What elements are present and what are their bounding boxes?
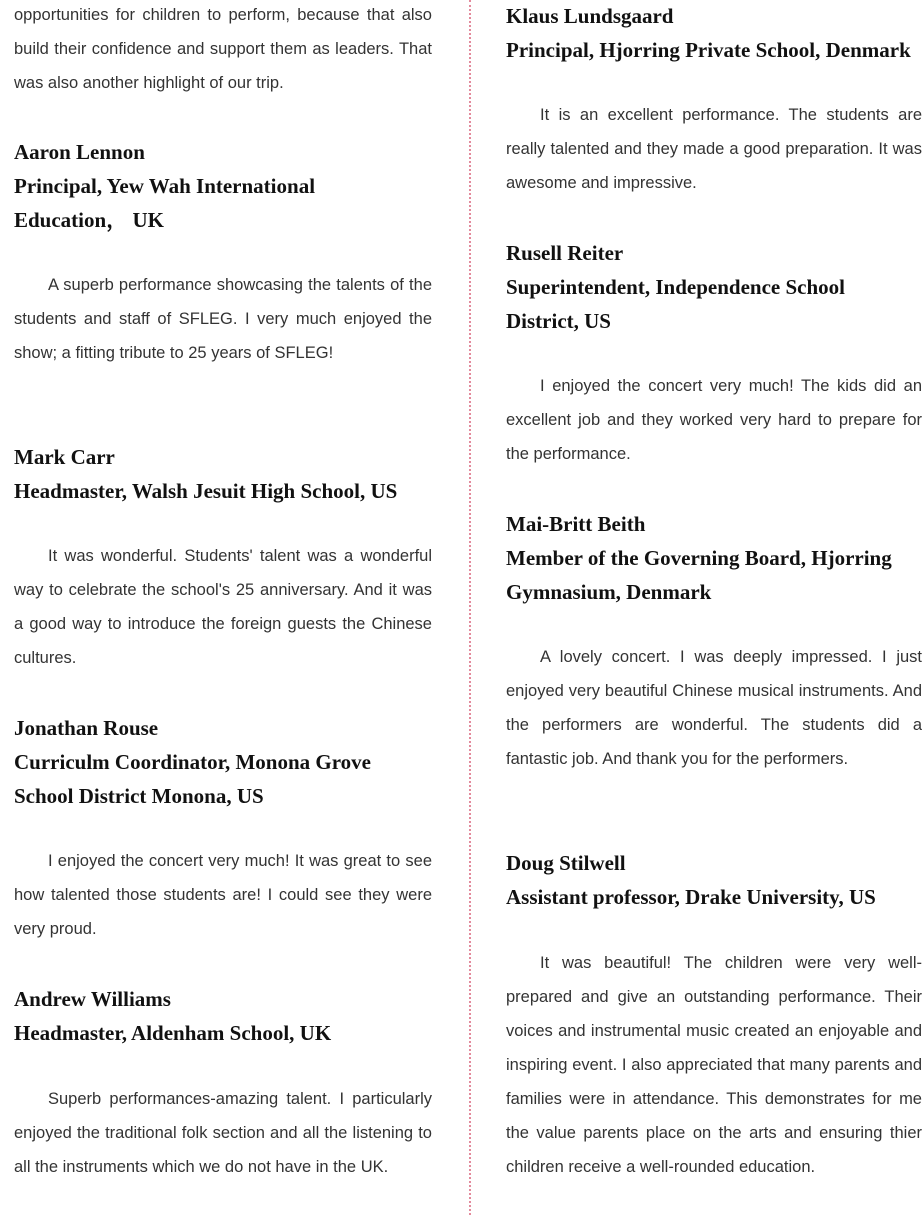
- speaker-title: [14, 745, 432, 813]
- speaker-title: [506, 541, 922, 609]
- speaker-title-line: Member of the Governing Board, Hjorring: [506, 546, 892, 570]
- quote-block: [14, 268, 432, 370]
- speaker-title-line: Principal, Yew Wah International: [14, 174, 316, 198]
- speaker-title-line: Education， UK: [14, 208, 164, 232]
- testimonial-quote: Superb performances-amazing talent. I particularly enjoyed the traditional folk section and all the listening to all the instruments which we do not have in the UK.: [14, 1090, 432, 1176]
- quote-block: [506, 98, 922, 200]
- testimonial-quote: A lovely concert. I was deeply impressed. I just enjoyed very beautiful Chinese musical instruments. And the performers are wonderful. The students did a fantastic job. And thank you for the performers.: [506, 648, 922, 768]
- testimonial-quote: I enjoyed the concert very much! The kids did an excellent job and they worked very hard to prepare for the performance.: [506, 377, 922, 463]
- speaker-name: Doug Stilwell: [506, 851, 626, 875]
- speaker-title: [14, 1016, 432, 1050]
- testimonial-quote: It was beautiful! The children were very well-prepared and give an outstanding performance. Their voices and instrumental music created an enjoyable and inspiring event. I also appreciated that many parents and families were in attendance. This demonstrates for me the value parents place on the arts and ensuring thier children receive a well-rounded education.: [506, 954, 922, 1176]
- testimonial-andrew-williams: [14, 982, 432, 1050]
- testimonial-mark-carr: [14, 440, 432, 508]
- speaker-title-line: District, US: [506, 309, 611, 333]
- speaker-name: Klaus Lundsgaard: [506, 4, 674, 28]
- speaker-title-line: Gymnasium, Denmark: [506, 580, 712, 604]
- speaker-title-line: Headmaster, Walsh Jesuit High School, US: [14, 479, 398, 503]
- speaker-name: Aaron Lennon: [14, 140, 145, 164]
- testimonial-jonathan-rouse: [14, 711, 432, 813]
- testimonial-quote: A superb performance showcasing the talents of the students and staff of SFLEG. I very much enjoyed the show; a fitting tribute to 25 years of SFLEG!: [14, 276, 432, 362]
- intro-continued-text: opportunities for children to perform, because that also build their confidence and support them as leaders. That was also another highlight of our trip.: [14, 6, 432, 92]
- speaker-name: Jonathan Rouse: [14, 716, 159, 740]
- testimonial-quote: It was wonderful. Students' talent was a wonderful way to celebrate the school's 25 anniversary. And it was a good way to introduce the foreign guests the Chinese cultures.: [14, 547, 432, 667]
- speaker-title-line: Superintendent, Independence School: [506, 275, 845, 299]
- testimonial-doug-stilwell: [506, 846, 922, 914]
- speaker-title-line: Headmaster, Aldenham School, UK: [14, 1021, 332, 1045]
- testimonial-klaus-lundsgaard: [506, 0, 922, 67]
- quote-block: [14, 1082, 432, 1184]
- speaker-title: [506, 880, 922, 914]
- quote-block: [506, 640, 922, 776]
- speaker-name: Andrew Williams: [14, 987, 171, 1011]
- speaker-title-line: Assistant professor, Drake University, US: [506, 885, 876, 909]
- speaker-title: [14, 474, 432, 508]
- quote-block: [506, 369, 922, 471]
- speaker-title-line: Principal, Hjorring Private School, Denmark: [506, 38, 911, 62]
- testimonial-quote: It is an excellent performance. The students are really talented and they made a good preparation. It was awesome and impressive.: [506, 106, 922, 192]
- speaker-name: Rusell Reiter: [506, 241, 624, 265]
- quote-block: [506, 946, 922, 1184]
- testimonial-aaron-lennon: [14, 135, 432, 237]
- speaker-name: Mai-Britt Beith: [506, 512, 646, 536]
- intro-continued-block: [14, 0, 432, 100]
- speaker-title: [506, 270, 922, 338]
- testimonial-mai-britt-beith: [506, 507, 922, 609]
- testimonial-quote: I enjoyed the concert very much! It was great to see how talented those students are! I could see they were very proud.: [14, 852, 432, 938]
- speaker-title-line: School District Monona, US: [14, 784, 264, 808]
- quote-block: [14, 844, 432, 946]
- column-divider: [469, 0, 471, 1215]
- speaker-title: [14, 169, 432, 237]
- quote-block: [14, 539, 432, 675]
- speaker-title: [506, 33, 922, 67]
- speaker-title-line: Curriculm Coordinator, Monona Grove: [14, 750, 371, 774]
- testimonial-rusell-reiter: [506, 236, 922, 338]
- speaker-name: Mark Carr: [14, 445, 115, 469]
